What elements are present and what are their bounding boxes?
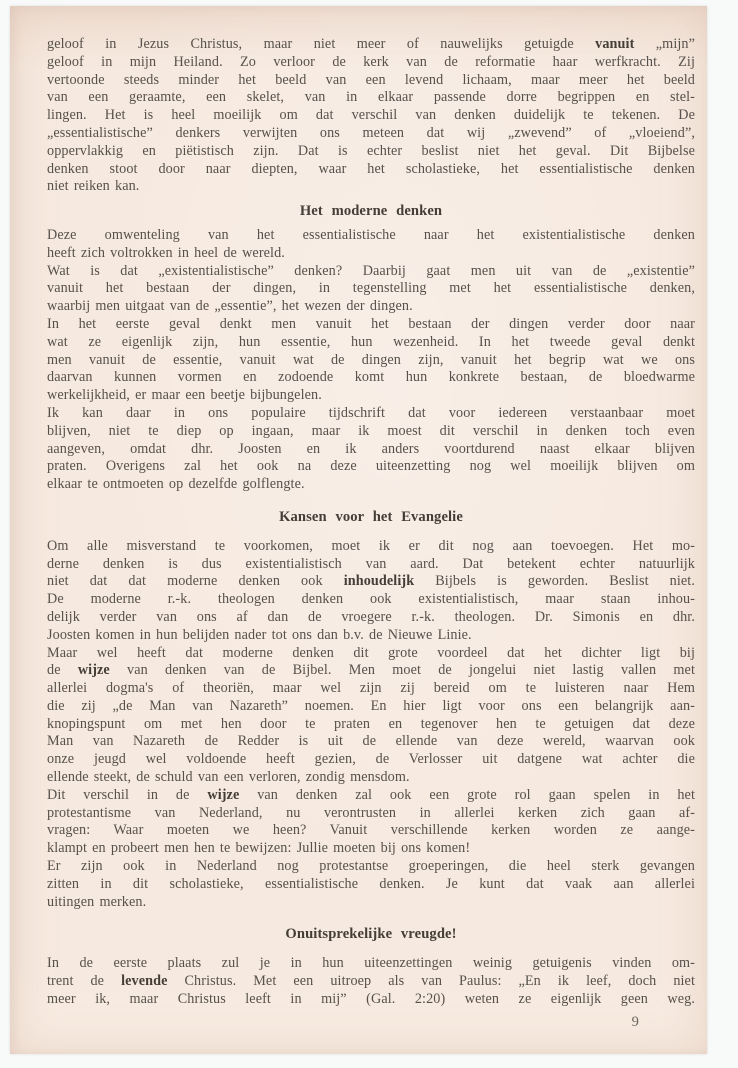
section-heading: Het moderne denken xyxy=(299,203,443,220)
section-heading: Onuitsprekelijke vreugde! xyxy=(285,926,457,943)
bold-emphasis: levende xyxy=(121,973,168,990)
paragraph xyxy=(47,538,695,912)
text-line: praten. Overigens zal het ook na deze uiteenzetting nog wel moeilijk blijven om xyxy=(47,458,695,475)
text-line: werkelijkheid, er maar een beetje bijbungelen. xyxy=(47,387,322,404)
text-line: lingen. Het is heel moeilijk om dat verschil van denken duidelijk te tekenen. De xyxy=(47,107,695,124)
text-line: elkaar te ontmoeten op dezelfde golflengte. xyxy=(47,476,305,493)
text-line: meer ik, maar Christus leeft in mij” (Gal. 2:20) weten ze eigenlijk geen weg. xyxy=(47,990,695,1007)
paragraph xyxy=(47,227,695,494)
text-line: denken stoot door naar diepten, waar het scholastieke, het essentialistische denken xyxy=(47,160,695,177)
text-line: die zij „de Man van Nazareth” noemen. En hier ligt voor ons een belangrijk aan- xyxy=(47,697,695,714)
text-line: Man van Nazareth de Redder is uit de ellende van deze wereld, waarvan ook xyxy=(47,733,695,750)
scanned-page-sheet xyxy=(10,6,707,1054)
text-line: Ik kan daar in ons populaire tijdschrift dat voor iedereen verstaanbaar moet xyxy=(47,404,695,421)
text-line: wat ze eigenlijk zijn, hun essentie, hun wezenheid. In het tweede geval denkt xyxy=(47,333,695,350)
text-line: derne denken is dus existentialistisch van aard. Dat betekent echter natuurlijk xyxy=(47,555,695,572)
text-line: Maar wel heeft dat moderne denken dit grote voordeel dat het dichter ligt bij xyxy=(47,644,695,661)
text-line: niet reiken kan. xyxy=(47,178,140,195)
text-line: onze jeugd wel voldoende heeft gezien, de Verlosser uit datgene wat achter die xyxy=(47,751,695,768)
text-line: „essentialistische” denkers verwijten ons meteen dat wij „zwevend” of „vloeiend”, xyxy=(47,124,695,141)
text-line: knopingspunt om met hen door te praten en tegenover hen te getuigen dat deze xyxy=(47,715,695,732)
text-line: oppervlakkig en piëtistisch zijn. Dat is echter beslist niet het geval. Dit Bijbelse xyxy=(47,142,695,159)
text-line: Joosten komen in hun belijden nader tot ons dan b.v. de Nieuwe Linie. xyxy=(47,626,472,643)
text-line: klampt en probeert men hen te bewijzen: Jullie moeten bij ons komen! xyxy=(47,840,471,857)
text-line: vragen: Waar moeten we heen? Vanuit verschillende kerken worden ze aange- xyxy=(47,822,695,839)
text-line: In de eerste plaats zul je in hun uiteenzettingen weinig getuigenis vinden om- xyxy=(47,955,695,972)
text-line: de wijze van denken van de Bijbel. Men moet de jongelui niet lastig vallen met xyxy=(47,662,695,679)
text-line: trent de levende Christus. Met een uitroep als van Paulus: „En ik leef, doch niet xyxy=(47,973,695,990)
text-line: aangeven, omdat dhr. Joosten en ik anders voortdurend naast elkaar blijven xyxy=(47,440,695,457)
text-line: allerlei dogma's of theoriën, maar wel zijn zij bereid om te luisteren naar Hem xyxy=(47,680,695,697)
text-line: blijven, niet te diep op ingaan, maar ik moest dit verschil in denken toch even xyxy=(47,422,695,439)
text-line: niet dat dat moderne denken ook inhoudelijk Bijbels is geworden. Beslist niet. xyxy=(47,573,695,590)
text-line: Deze omwenteling van het essentialistische naar het existentialistische denken xyxy=(47,226,695,243)
text-line: In het eerste geval denkt men vanuit het bestaan der dingen verder door naar xyxy=(47,315,695,332)
text-line: heeft zich voltrokken in heel de wereld. xyxy=(47,244,285,261)
text-line: van een geraamte, een skelet, van in elkaar passende dorre begrippen en stel- xyxy=(47,89,695,106)
text-line: vertoonde steeds minder het beeld van een levend lichaam, maar meer het beeld xyxy=(47,71,695,88)
text-line: ellende steekt, de schuld van een verloren, zondig mensdom. xyxy=(47,769,410,786)
text-line: delijk verder van ons af dan de vroegere r.-k. theologen. Dr. Simonis en dhr. xyxy=(47,608,695,625)
paragraph xyxy=(47,36,695,196)
text-line: daarvan kunnen vormen en zodoende komt hun konkrete bestaan, de bloedwarme xyxy=(47,369,695,386)
text-line: De moderne r.-k. theologen denken ook existentialistisch, maar staan inhou- xyxy=(47,591,695,608)
bold-emphasis: wijze xyxy=(207,786,240,803)
text-line: men vanuit de essentie, vanuit wat de dingen zijn, vanuit het begrip wat we ons xyxy=(47,351,695,368)
paragraph xyxy=(47,955,695,1008)
text-line: Dit verschil in de wijze van denken zal ook een grote rol gaan spelen in het xyxy=(47,786,695,803)
text-line: geloof in Jezus Christus, maar niet meer of nauwelijks getuigde vanuit „mijn” xyxy=(47,36,695,52)
text-line: zitten in dit scholastieke, essentialistische denken. Je kunt dat vaak aan allerlei xyxy=(47,875,695,892)
text-line: Wat is dat „existentialistische” denken? Daarbij gaat men uit van de „existentie” xyxy=(47,262,695,279)
text-line: waarbij men uitgaat van de „essentie”, het wezen der dingen. xyxy=(47,298,413,315)
page-number: 9 xyxy=(631,1013,639,1030)
text-line: Er zijn ook in Nederland nog protestantse groeperingen, die heel sterk gevangen xyxy=(47,858,695,875)
section-heading: Kansen voor het Evangelie xyxy=(279,508,463,525)
text-line: protestantisme van Nederland, nu verontrusten in allerlei kerken zich gaan af- xyxy=(47,804,695,821)
bold-emphasis: inhoudelijk xyxy=(343,573,415,590)
bold-emphasis: wijze xyxy=(77,662,110,679)
text-line: Om alle misverstand te voorkomen, moet ik er dit nog aan toevoegen. Het mo- xyxy=(47,537,695,554)
text-column xyxy=(10,6,707,1031)
text-line: uitingen merken. xyxy=(47,893,147,910)
text-line: vanuit het bestaan der dingen, in tegenstelling met het essentialistische denken, xyxy=(47,280,695,297)
text-line: geloof in mijn Heiland. Zo verloor de kerk van de reformatie haar werfkracht. Zij xyxy=(47,53,695,70)
bold-emphasis: vanuit xyxy=(595,36,635,52)
